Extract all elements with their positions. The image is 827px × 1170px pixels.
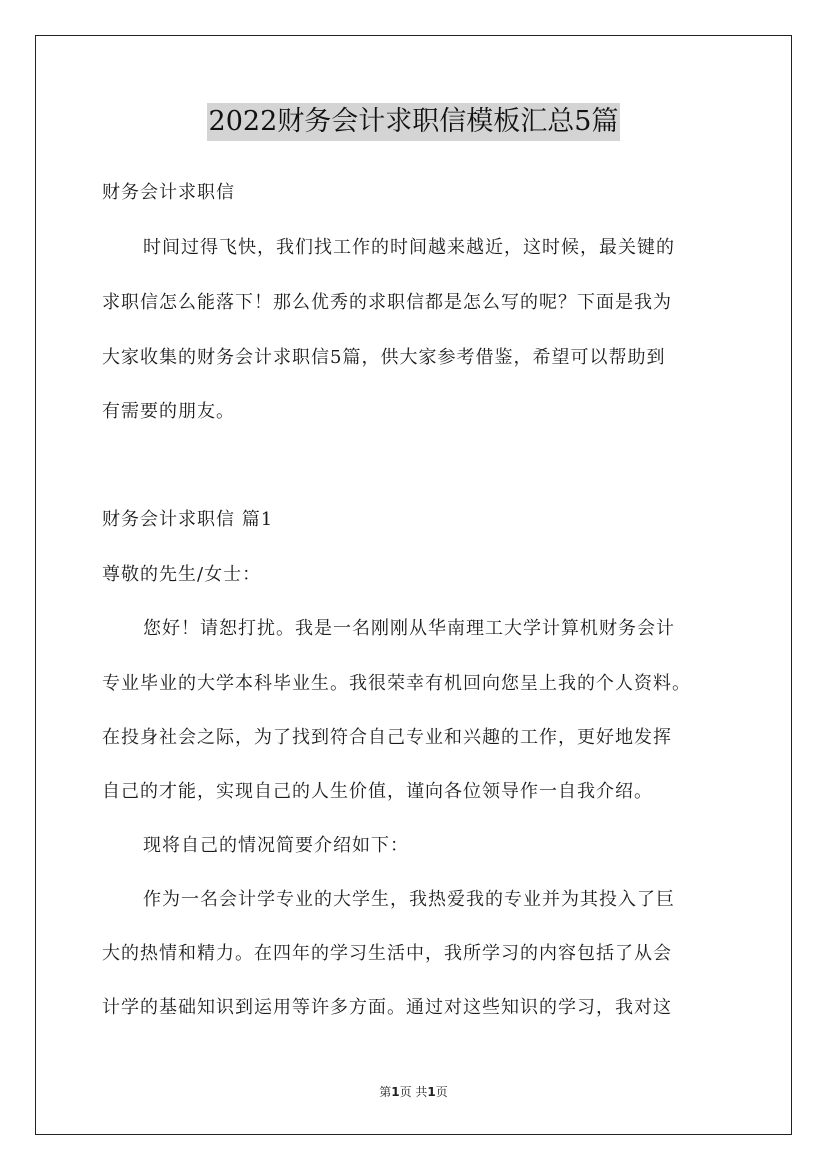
page-footer — [0, 1084, 827, 1100]
intro-line: 大家收集的财务会计求职信5篇，供大家参考借鉴，希望可以帮助到 — [102, 347, 666, 368]
body-line: 计学的基础知识到运用等许多方面。通过对这些知识的学习，我对这 — [102, 997, 672, 1018]
body-line: 作为一名会计学专业的大学生，我热爱我的专业并为其投入了巨 — [143, 889, 675, 910]
intro-line: 有需要的朋友。 — [102, 401, 235, 422]
salutation: 尊敬的先生/女士： — [102, 564, 262, 585]
body-line: 专业毕业的大学本科毕业生。我很荣幸有机回向您呈上我的个人资料。 — [102, 673, 691, 694]
footer-mid: 页 共 — [399, 1085, 428, 1099]
title-container — [0, 103, 827, 141]
footer-total-pages: 1 — [427, 1085, 436, 1099]
intro-line: 求职信怎么能落下！那么优秀的求职信都是怎么写的呢？下面是我为 — [102, 292, 672, 313]
body-line: 大的热情和精力。在四年的学习生活中，我所学习的内容包括了从会 — [102, 943, 672, 964]
intro-line: 时间过得飞快，我们找工作的时间越来越近，这时候，最关键的 — [143, 237, 675, 258]
body-line: 现将自己的情况简要介绍如下： — [143, 835, 409, 856]
section-heading: 财务会计求职信 篇1 — [102, 509, 274, 530]
body-line: 您好！请恕打扰。我是一名刚刚从华南理工大学计算机财务会计 — [143, 618, 675, 639]
footer-prefix: 第 — [379, 1085, 392, 1099]
body-line: 在投身社会之际，为了找到符合自己专业和兴趣的工作，更好地发挥 — [102, 727, 672, 748]
document-title: 2022财务会计求职信模板汇总5篇 — [207, 103, 621, 141]
intro-heading: 财务会计求职信 — [102, 182, 235, 203]
footer-suffix: 页 — [435, 1085, 448, 1099]
body-line: 自己的才能，实现自己的人生价值，谨向各位领导作一自我介绍。 — [102, 781, 653, 802]
footer-page-number: 1 — [391, 1085, 400, 1099]
